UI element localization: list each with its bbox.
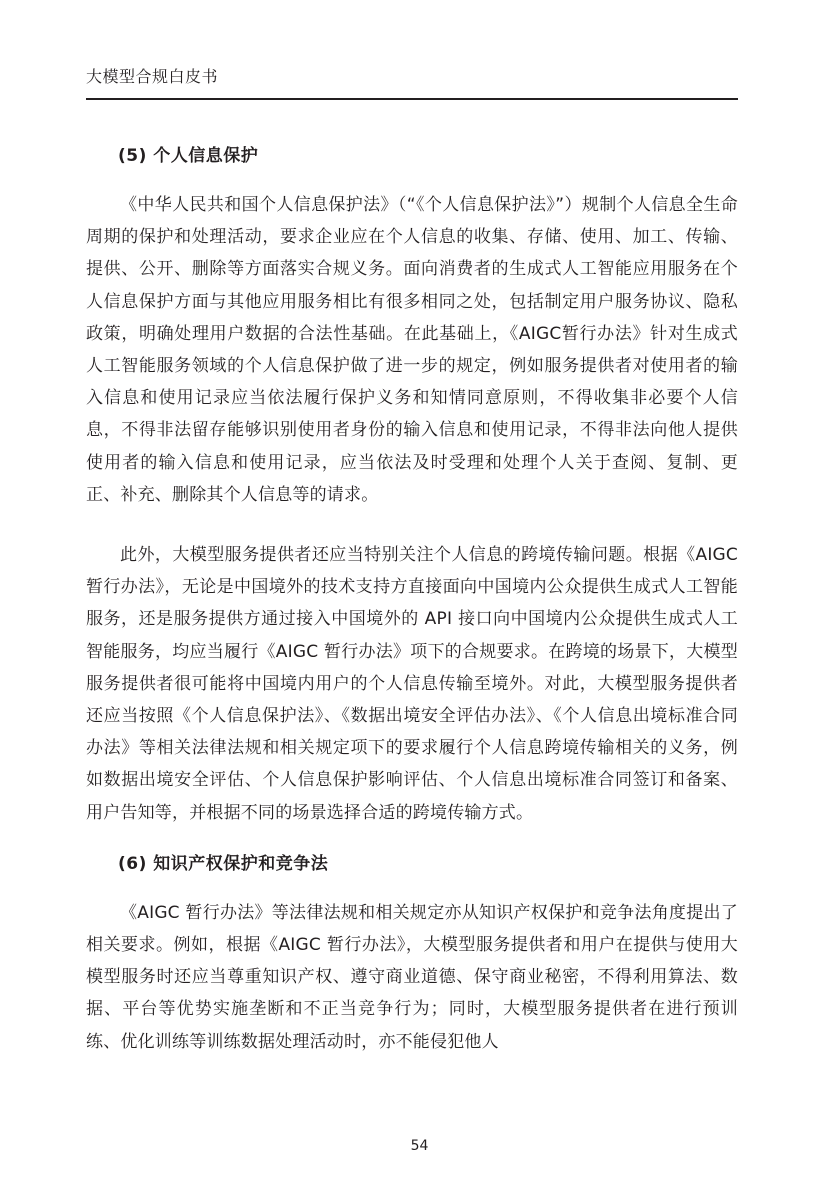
- paragraph-cross-border-transfer: 此外，大模型服务提供者还应当特别关注个人信息的跨境传输问题。根据《AIGC 暂行办法》，无论是中国境外的技术支持方直接面向中国境内公众提供生成式人工智能服务，还是服务提供方通过接入中国境外的 API 接口向中国境内公众提供生成式人工智能服务，均应当履行《AIGC 暂行办法》项下的合规要求。在跨境的场景下，大模型服务提供者很可能将中国境内用户的个人信息传输至境外。对此，大模型服务提供者还应当按照《个人信息保护法》、《数据出境安全评估办法》、《个人信息出境标准合同办法》等相关法律法规和相关规定项下的要求履行个人信息跨境传输相关的义务，例如数据出境安全评估、个人信息保护影响评估、个人信息出境标准合同签订和备案、用户告知等，并根据不同的场景选择合适的跨境传输方式。: [86, 545, 738, 823]
- page-number: 54: [410, 1138, 429, 1154]
- paragraph-pipl-overview: 《中华人民共和国个人信息保护法》（“《个人信息保护法》”）规制个人信息全生命周期的保护和处理活动，要求企业应在个人信息的收集、存储、使用、加工、传输、提供、公开、删除等方面落实合规义务。面向消费者的生成式人工智能应用服务在个人信息保护方面与其他应用服务相比有很多相同之处，包括制定用户服务协议、隐私政策，明确处理用户数据的合法性基础。在此基础上，《AIGC暂行办法》针对生成式人工智能服务领域的个人信息保护做了进一步的规定，例如服务提供者对使用者的输入信息和使用记录应当依法履行保护义务和知情同意原则，不得收集非必要个人信息，不得非法留存能够识别使用者身份的输入信息和使用记录，不得非法向他人提供使用者的输入信息和使用记录，应当依法及时受理和处理个人关于查阅、复制、更正、补充、删除其个人信息等的请求。: [86, 195, 738, 505]
- page-body: [86, 142, 738, 1058]
- paragraph-ip-competition: 《AIGC 暂行办法》等法律法规和相关规定亦从知识产权保护和竞争法角度提出了相关要求。例如，根据《AIGC 暂行办法》，大模型服务提供者和用户在提供与使用大模型服务时还应当尊重知识产权、遵守商业道德、保守商业秘密，不得利用算法、数据、平台等优势实施垄断和不正当竞争行为；同时，大模型服务提供者在进行预训练、优化训练等训练数据处理活动时，亦不能侵犯他人: [86, 902, 738, 1052]
- section-heading-ip-competition: (6) 知识产权保护和竞争法: [118, 853, 329, 874]
- running-header-title: 大模型合规白皮书: [86, 67, 219, 86]
- section-heading-personal-info: (5) 个人信息保护: [118, 146, 259, 166]
- header-divider: [86, 98, 738, 100]
